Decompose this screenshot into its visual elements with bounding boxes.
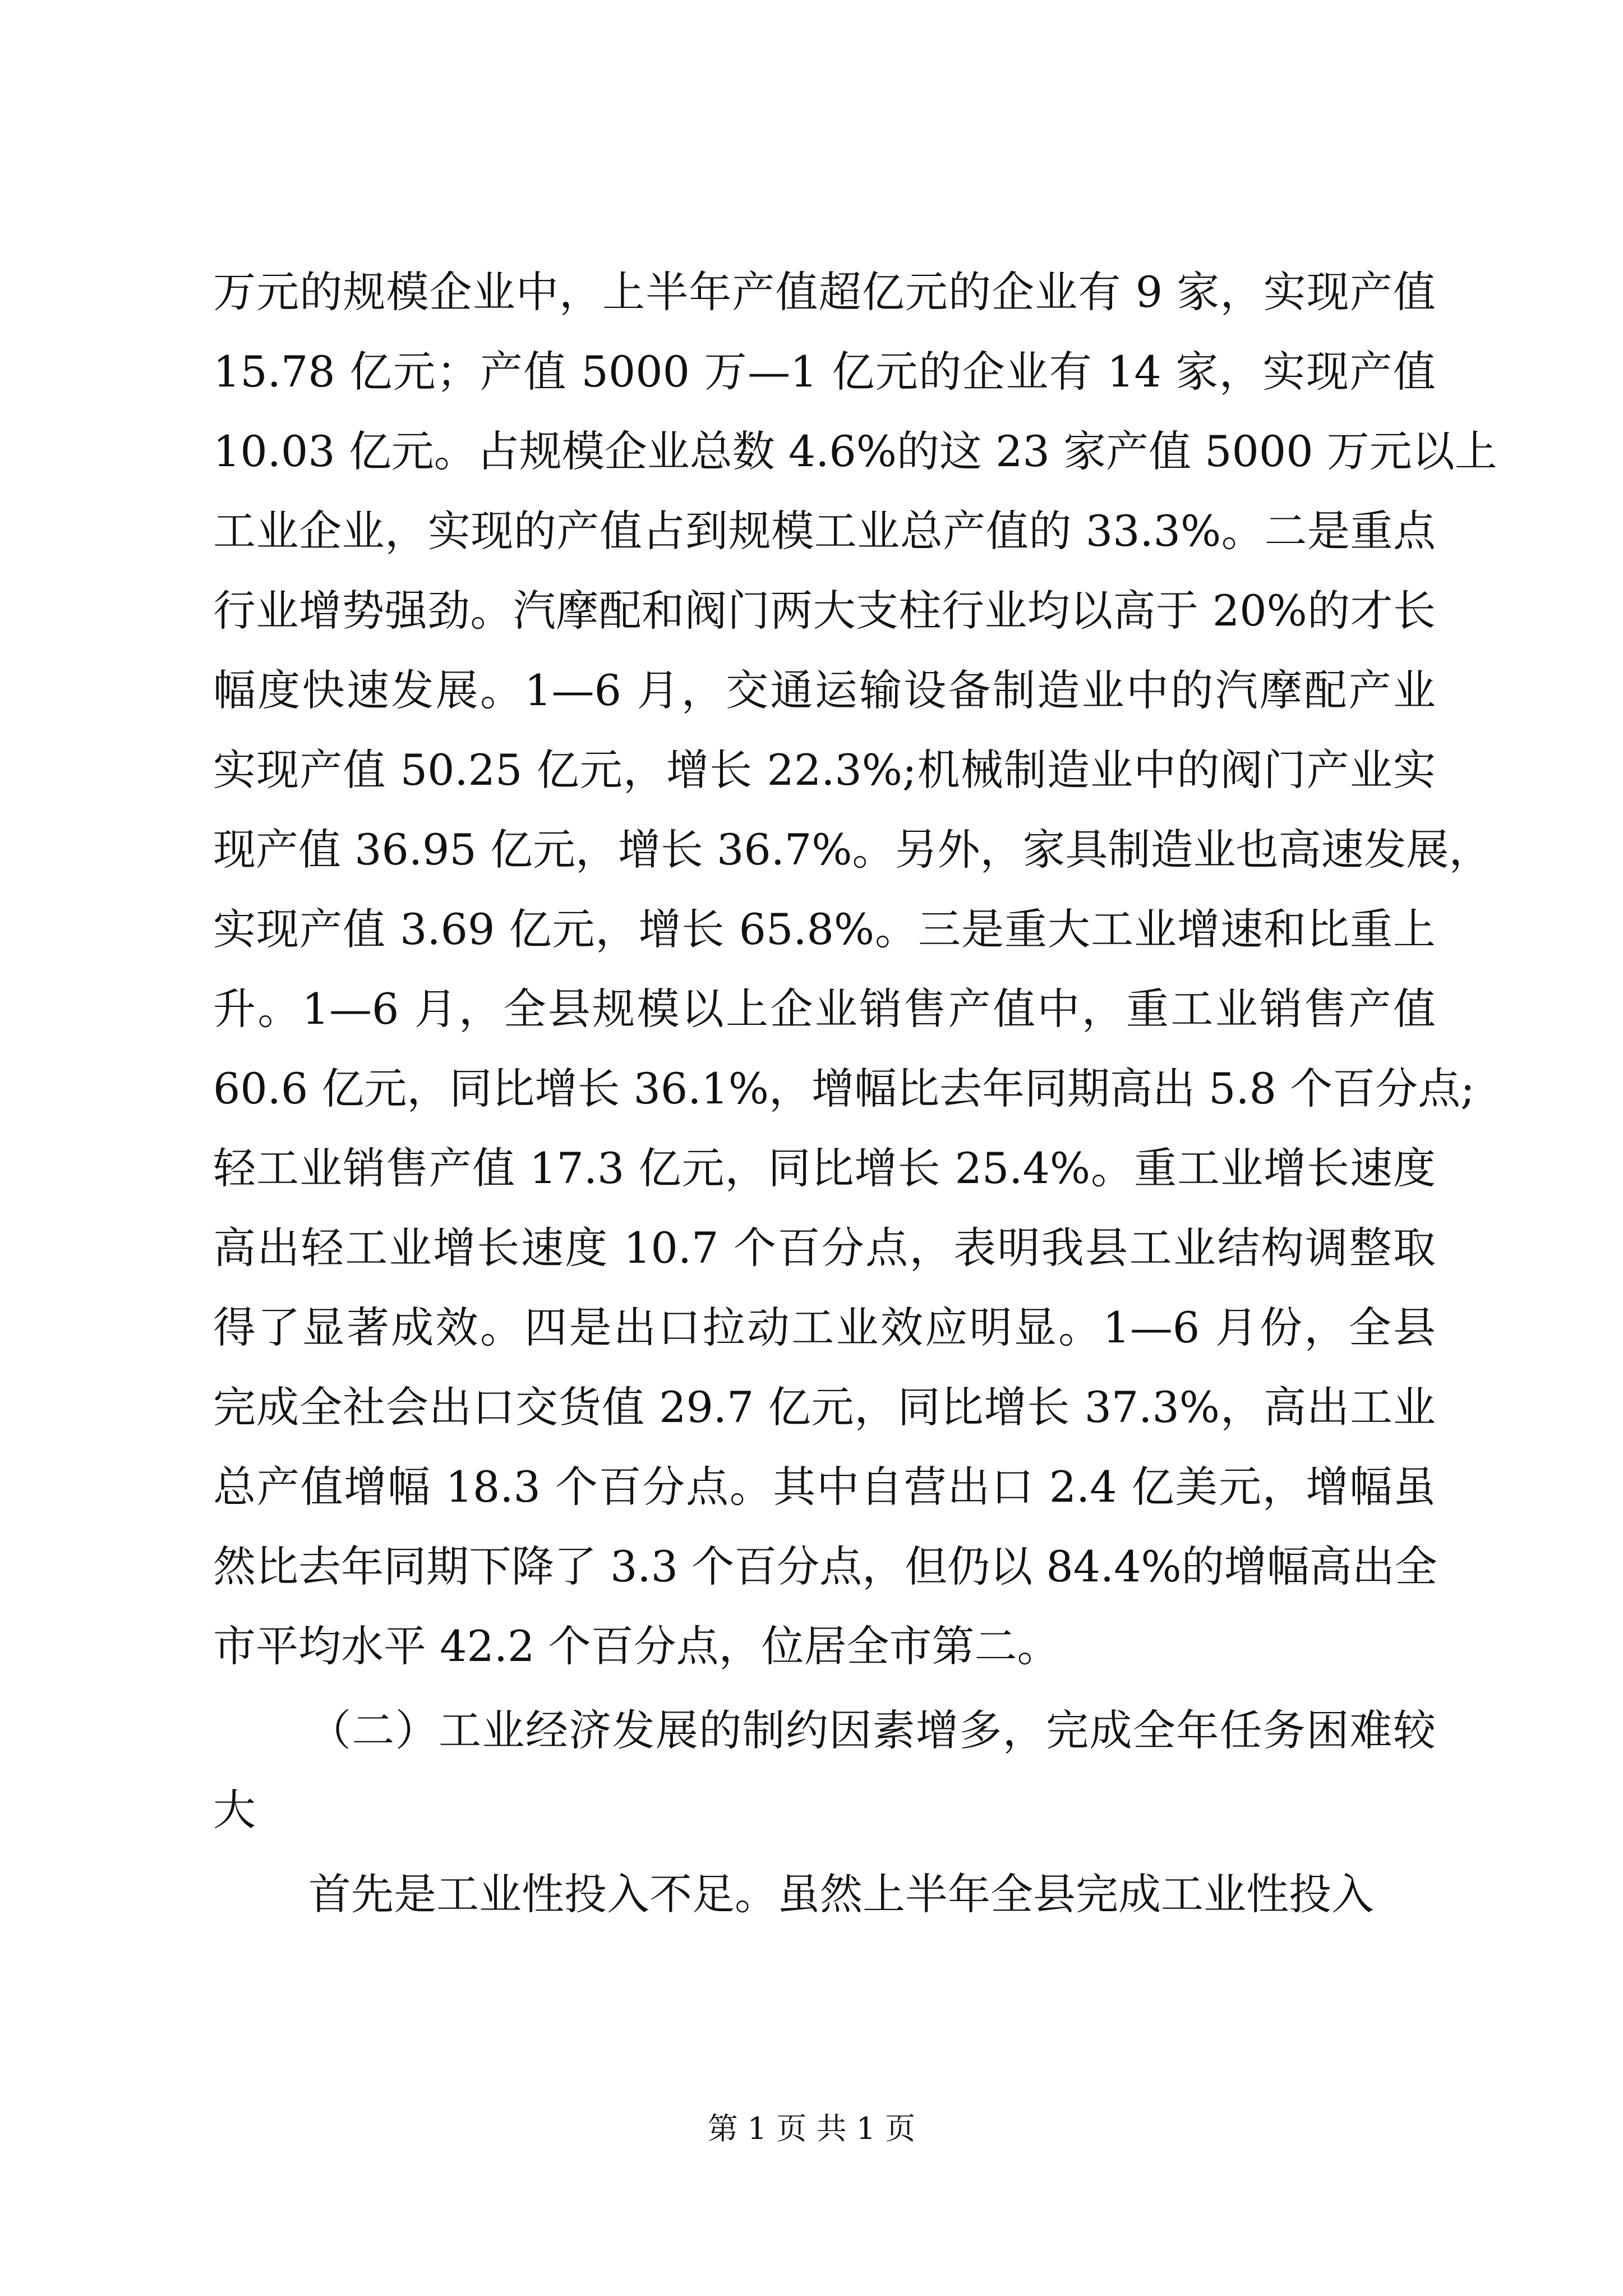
paragraph-line: 现产值 36.95 亿元，增长 36.7%。另外，家具制造业也高速发展， (213, 825, 1492, 875)
paragraph-line: 总产值增幅 18.3 个百分点。其中自营出口 2.4 亿美元，增幅虽 (213, 1462, 1436, 1512)
document-body (213, 252, 1497, 1934)
paragraph-line: 完成全社会出口交货值 29.7 亿元，同比增长 37.3%，高出工业 (213, 1382, 1436, 1432)
paragraph-line: 万元的规模企业中，上半年产值超亿元的企业有 9 家，实现产值 (213, 267, 1436, 317)
paragraph-line: 工业企业，实现的产值占到规模工业总产值的 33.3%。二是重点 (213, 506, 1436, 556)
paragraph-line: 行业增势强劲。汽摩配和阀门两大支柱行业均以高于 20%的才长 (213, 586, 1436, 636)
paragraph-line: 高出轻工业增长速度 10.7 个百分点，表明我县工业结构调整取 (213, 1223, 1436, 1273)
paragraph-line: 幅度快速发展。1—6 月，交通运输设备制造业中的汽摩配产业 (213, 665, 1436, 715)
paragraph-line: 10.03 亿元。占规模企业总数 4.6%的这 23 家产值 5000 万元以上 (213, 426, 1497, 476)
paragraph-line: 实现产值 3.69 亿元，增长 65.8%。三是重大工业增速和比重上 (213, 904, 1436, 954)
paragraph-line: 升。1—6 月，全县规模以上企业销售产值中，重工业销售产值 (213, 984, 1436, 1034)
page-footer: 第 1 页 共 1 页 (707, 2111, 916, 2146)
paragraph-line: 市平均水平 42.2 个百分点，位居全市第二。 (213, 1621, 1060, 1671)
paragraph-line: 轻工业销售产值 17.3 亿元，同比增长 25.4%。重工业增长速度 (213, 1143, 1436, 1193)
paragraph-line: 然比去年同期下降了 3.3 个百分点，但仍以 84.4%的增幅高出全 (213, 1542, 1437, 1591)
section-heading-continuation: 大 (213, 1785, 256, 1835)
section-heading: （二）工业经济发展的制约因素增多，完成全年任务困难较 (308, 1705, 1436, 1755)
paragraph-line: 15.78 亿元；产值 5000 万—1 亿元的企业有 14 家，实现产值 (213, 347, 1436, 397)
paragraph-line: 实现产值 50.25 亿元，增长 22.3%;机械制造业中的阀门产业实 (213, 745, 1436, 795)
paragraph-line: 60.6 亿元，同比增长 36.1%，增幅比去年同期高出 5.8 个百分点; (213, 1064, 1475, 1114)
paragraph-line: 得了显著成效。四是出口拉动工业效应明显。1—6 月份，全县 (213, 1303, 1436, 1352)
paragraph-first-line: 首先是工业性投入不足。虽然上半年全县完成工业性投入 (308, 1869, 1374, 1919)
